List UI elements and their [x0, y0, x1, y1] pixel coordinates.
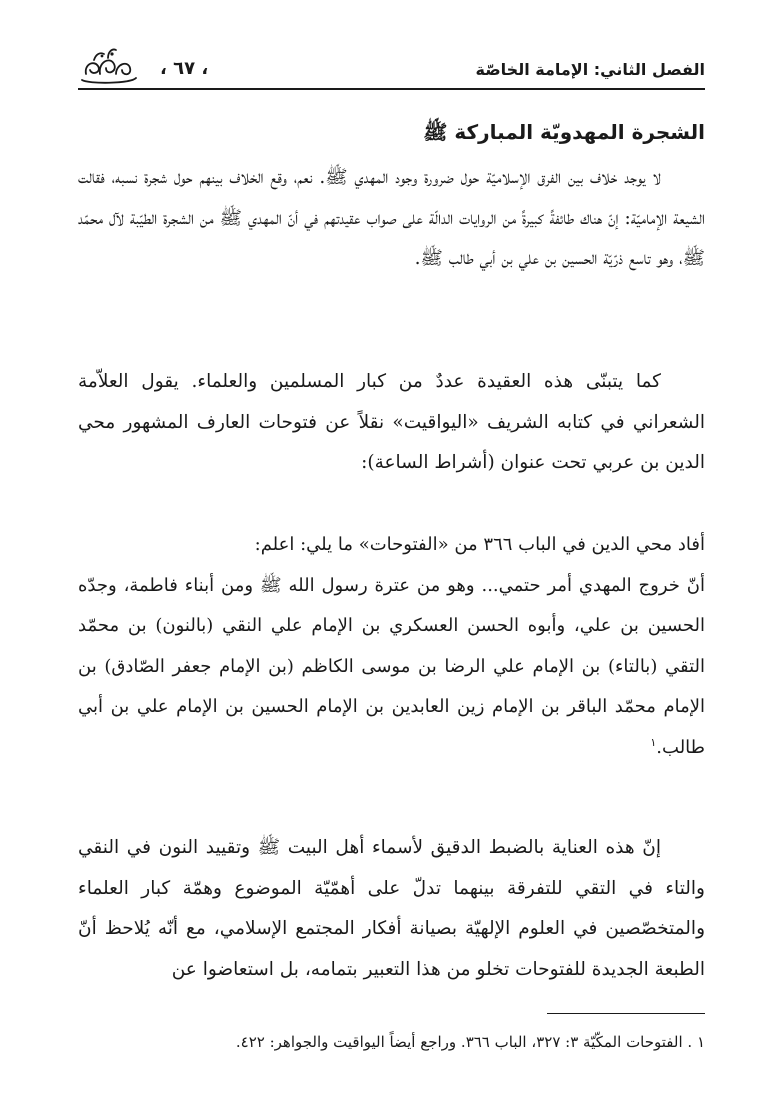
paragraph-2 [78, 362, 705, 484]
paragraph-1-text: لا يوجد خلاف بين الفرق الإسلاميّة حول ضرورة وجود المهدي ﷺ. نعم، وقع الخلاف بينهم حول شجرة نسبه، فقالت الشيعة الإماميّة: إنّ هناك طائفةً كبيرةً من الروايات الدالّة على صواب عقيدتهم في أنّ المهدي ﷺ من الشجرة الطيّبة لآل محمّد ﷺ، وهو تاسع ذرّيّة الحسين بن علي بن أبي طالب ﷺ. [78, 167, 705, 269]
book-ornament-icon [78, 44, 138, 88]
section-heading: الشجرة المهدويّة المباركة ﷺ [423, 120, 705, 144]
page-number: ، ٦٧ ، [160, 58, 209, 79]
footnote-rule [547, 1013, 705, 1014]
paragraph-3-text: إنّ هذه العناية بالضبط الدقيق لأسماء أهل البيت ﷺ وتقييد النون في النقي والتاء في التقي للتفرقة بينهما تدلّ على أهمّيّة الموضوع وهمّة كبار العلماء والمتخصّصين في العلوم الإلهيّة بصيانة أفكار المجتمع الإسلامي، مع أنّه يُلاحظ أنّ الطبعة الجديدة للفتوحات تخلو من هذا التعبير بتمامه، بل استعاضوا عن [78, 837, 705, 980]
footnote-1: ١ . الفتوحات المكّيّة ٣: ٣٢٧، الباب ٣٦٦. وراجع أيضاً اليواقيت والجواهر: ٤٢٢. [235, 1033, 705, 1051]
quotation-body-text: أنّ خروج المهدي أمر حتمي... وهو من عترة رسول الله ﷺ ومن أبناء فاطمة، وجدّه الحسين بن علي، وأبوه الحسن العسكري بن الإمام علي النقي (بالنون) بن محمّد التقي (بالتاء) بن الإمام علي الرضا بن موسى الكاظم (بن الإمام جعفر الصّادق) بن الإمام محمّد الباقر بن الإمام زين العابدين بن الإمام الحسين بن الإمام علي بن أبي طالب. [78, 574, 705, 758]
header-rule [78, 88, 705, 90]
quotation-body [78, 566, 705, 769]
paragraph-3 [78, 828, 705, 990]
quotation-lead: أفاد محي الدين في الباب ٣٦٦ من «الفتوحات» ما يلي: اعلم: [254, 534, 705, 555]
chapter-title: الفصل الثاني: الإمامة الخاصّة [475, 60, 705, 79]
running-header [78, 44, 705, 90]
footnote-reference[interactable]: ١ [650, 735, 657, 749]
paragraph-2-text: كما يتبنّى هذه العقيدة عددٌ من كبار المسلمين والعلماء. يقول العلاّمة الشعراني في كتابه الشريف «اليواقيت» نقلاً عن فتوحات العارف المشهور محي الدين بن عربي تحت عنوان (أشراط الساعة): [78, 371, 705, 473]
paragraph-1 [78, 158, 705, 280]
quotation-block [78, 525, 705, 768]
